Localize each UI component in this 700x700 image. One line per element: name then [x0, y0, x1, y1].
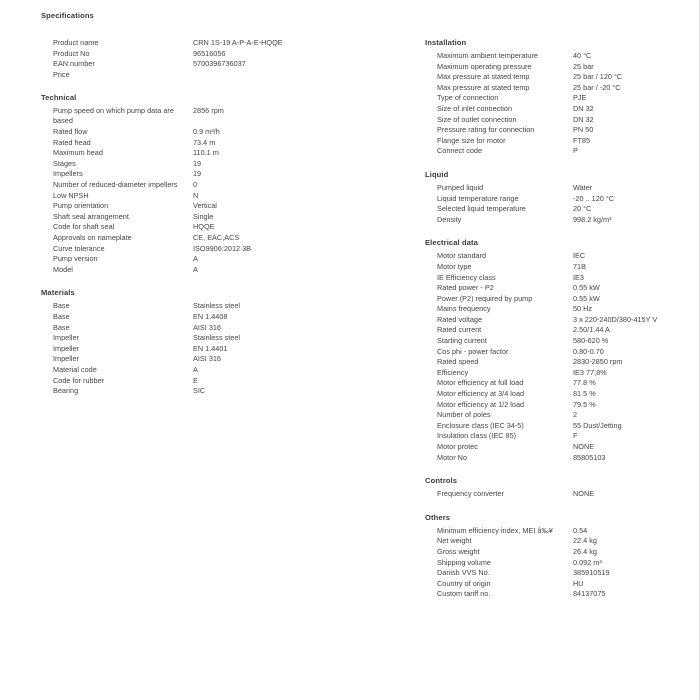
section-spacer	[425, 157, 690, 170]
table-row	[41, 70, 371, 81]
spec-value: N	[193, 190, 199, 200]
spec-value	[193, 70, 371, 81]
spec-value: IEC	[573, 251, 586, 261]
table-row	[425, 83, 690, 94]
spec-key: Enclosure class (IEC 34-5)	[437, 420, 524, 430]
table-row	[41, 312, 371, 323]
table-row	[425, 526, 690, 537]
table-row	[41, 191, 371, 202]
spec-table-others	[425, 526, 690, 600]
spec-value: 73.4 m	[193, 137, 216, 147]
table-row	[425, 262, 690, 273]
section-spacer	[425, 600, 690, 613]
section-title-electrical-data: Electrical data	[425, 238, 478, 248]
spec-key: Shaft seal arrangement	[53, 211, 129, 221]
section-materials	[41, 288, 371, 396]
spec-value: A	[193, 254, 198, 264]
spec-value: Vertical	[193, 201, 217, 211]
spec-key: Density	[437, 214, 462, 224]
table-row	[41, 169, 371, 180]
spec-value: 96516056	[193, 48, 226, 58]
spec-value: Stainless steel	[193, 301, 241, 311]
spec-key: Motor type	[437, 261, 472, 271]
spec-table-materials	[41, 301, 371, 396]
spec-key: Maximum ambient temperature	[437, 51, 538, 60]
spec-key: Maximum head	[53, 148, 103, 158]
spec-key: Approvals on nameplate	[53, 233, 132, 242]
spec-key: Pressure rating for connection	[437, 125, 535, 135]
table-row	[425, 389, 690, 400]
table-row	[425, 283, 690, 294]
table-row	[425, 251, 690, 262]
spec-value: HU	[573, 578, 584, 588]
table-row	[425, 442, 690, 453]
spec-value: 0	[193, 180, 198, 190]
spec-value: 40 °C	[573, 51, 592, 60]
spec-value: 26.4 kg	[573, 546, 597, 556]
spec-table-controls	[425, 489, 690, 500]
table-row	[41, 323, 371, 334]
spec-key: Power (P2) required by pump	[437, 293, 533, 303]
spec-value: 3 x 220-240D/380-415Y V	[573, 314, 658, 324]
spec-key: Pump speed on which pump data are based	[53, 106, 174, 126]
table-row	[425, 104, 690, 115]
spec-value: 385910519	[573, 568, 610, 578]
section-electrical-data	[425, 238, 690, 463]
spec-table-electrical-data	[425, 251, 690, 463]
table-row	[41, 201, 371, 212]
section-title-materials: Materials	[41, 288, 75, 298]
table-row	[41, 222, 371, 233]
spec-key: Flange size for motor	[437, 135, 506, 145]
spec-key: Product name	[53, 38, 99, 47]
section-title-liquid: Liquid	[425, 169, 449, 179]
spec-value: CRN 1S-19 A-P-A-E-HQQE	[193, 38, 283, 47]
spec-value: PN 50	[573, 125, 594, 135]
spec-key: Pumped liquid	[437, 182, 484, 192]
spec-key: Base	[53, 311, 70, 321]
spec-key: Country of origin	[437, 578, 491, 588]
spec-value: 0.80-0.70	[573, 346, 604, 356]
left-column	[41, 38, 371, 410]
spec-value: EN 1.4408	[193, 311, 228, 321]
spec-key: Connect code	[437, 146, 483, 156]
spec-value: A	[193, 264, 198, 274]
table-row	[425, 62, 690, 73]
table-row	[41, 265, 371, 276]
table-row	[425, 294, 690, 305]
table-row	[41, 127, 371, 138]
spec-value: 50 Hz	[573, 304, 593, 314]
spec-key: Curve tolerance	[53, 243, 105, 253]
spec-value: 19	[193, 158, 202, 168]
spec-key: Frequency converter	[437, 489, 504, 499]
spec-key: Code for shaft seal	[53, 222, 115, 232]
section-installation	[425, 38, 690, 157]
table-row	[425, 325, 690, 336]
spec-key: Max pressure at stated temp	[437, 82, 530, 92]
table-row	[425, 204, 690, 215]
spec-key: Product No	[53, 48, 90, 58]
spec-key: Impeller	[53, 343, 79, 353]
spec-value: 2.50/1.44 A	[573, 325, 610, 335]
spec-key: Rated head	[53, 137, 91, 147]
spec-value: 2830-2850 rpm	[573, 357, 623, 367]
table-row	[41, 333, 371, 344]
spec-value: 55 Dust/Jetting	[573, 420, 622, 430]
spec-key: IE Efficiency class	[437, 272, 496, 282]
spec-value: NONE	[573, 442, 595, 451]
table-row	[41, 233, 371, 244]
table-row	[425, 368, 690, 379]
table-row	[41, 159, 371, 170]
spec-value: DN 32	[573, 103, 594, 113]
spec-value: 77.8 %	[573, 378, 596, 388]
section-title-installation: Installation	[425, 38, 467, 47]
spec-key: Code for rubber	[53, 375, 105, 385]
table-row	[41, 59, 371, 70]
table-row	[41, 244, 371, 255]
table-row	[425, 51, 690, 62]
section-title-technical: Technical	[41, 93, 77, 103]
section-spacer	[425, 225, 690, 238]
spec-value: 81.5 %	[573, 389, 596, 399]
spec-value: HQQE	[193, 222, 215, 232]
spec-key: Starting current	[437, 336, 487, 346]
table-row	[41, 365, 371, 376]
table-row	[425, 273, 690, 284]
table-row	[425, 315, 690, 326]
table-row	[425, 400, 690, 411]
table-row	[425, 115, 690, 126]
table-row	[425, 453, 690, 464]
table-row	[425, 93, 690, 104]
table-row	[41, 376, 371, 387]
table-row	[425, 72, 690, 83]
spec-value: AISI 316	[193, 354, 221, 364]
spec-key: Rated speed	[437, 357, 479, 367]
spec-key: Motor No	[437, 452, 468, 462]
spec-value: Single	[193, 211, 214, 221]
spec-value: Stainless steel	[193, 333, 241, 343]
table-row	[425, 579, 690, 590]
spec-key: Mains frequency	[437, 304, 491, 314]
spec-value: AISI 316	[193, 322, 221, 332]
spec-key: Cos phi - power factor	[437, 346, 509, 356]
table-row	[41, 354, 371, 365]
table-row	[41, 254, 371, 265]
section-controls	[425, 476, 690, 500]
spec-value: -20 .. 120 °C	[573, 193, 615, 203]
spec-key: Pump orientation	[53, 201, 109, 211]
spec-value: E	[193, 375, 198, 385]
table-row	[41, 106, 371, 127]
spec-key: Liquid temperature range	[437, 193, 519, 203]
spec-value: F	[573, 431, 578, 441]
spec-table-liquid	[425, 183, 690, 225]
spec-key: Model	[53, 264, 73, 274]
page-title: Specifications	[41, 11, 94, 20]
table-row	[41, 344, 371, 355]
spec-key: Stages	[53, 158, 76, 168]
spec-key: Motor standard	[437, 251, 487, 261]
spec-key: Shipping volume	[437, 557, 491, 567]
spec-value: 25 bar / 120 °C	[573, 72, 623, 82]
section-spacer	[425, 500, 690, 513]
spec-value: IE3 77,8%	[573, 367, 607, 377]
spec-value: 22.4 kg	[573, 536, 597, 546]
spec-value: 110.1 m	[193, 148, 219, 158]
spec-key: Rated power - P2	[437, 283, 494, 293]
table-row	[41, 49, 371, 60]
spec-value: 0.54	[573, 525, 588, 535]
spec-key: Low NPSH	[53, 190, 89, 200]
spec-table-product	[41, 38, 371, 80]
spec-key: Impellers	[53, 169, 83, 179]
spec-key: Gross weight	[437, 546, 480, 556]
spec-value: 0.55 kW	[573, 293, 600, 303]
table-row	[425, 421, 690, 432]
spec-value-link[interactable]: 85805103	[573, 452, 606, 462]
right-column	[425, 38, 690, 613]
spec-value: 2	[573, 410, 578, 420]
spec-value: 84137075	[573, 589, 606, 599]
spec-value: 71B	[573, 261, 586, 271]
spec-key: Price	[53, 69, 70, 79]
spec-key: EAN number	[53, 59, 95, 69]
spec-key: Maximum operating pressure	[437, 61, 532, 71]
spec-key: Motor efficiency at full load	[437, 378, 524, 388]
table-row	[41, 386, 371, 397]
spec-value: NONE	[573, 489, 595, 499]
table-row	[41, 138, 371, 149]
spec-key: Impeller	[53, 354, 79, 364]
spec-key: Minimum efficiency index, MEI â‰¥	[437, 525, 553, 535]
table-row	[41, 38, 371, 49]
table-row	[425, 357, 690, 368]
table-row	[425, 378, 690, 389]
spec-key: Type of connection	[437, 93, 499, 103]
table-row	[425, 410, 690, 421]
spec-value: IE3	[573, 272, 584, 282]
spec-key: Danish VVS No.	[437, 568, 490, 578]
spec-value: 25 bar	[573, 61, 594, 71]
spec-key: Size of outlet connection	[437, 114, 517, 124]
spec-value: PJE	[573, 93, 587, 103]
table-row	[425, 125, 690, 136]
table-row	[425, 431, 690, 442]
spec-key: Selected liquid temperature	[437, 204, 526, 214]
spec-value: FT85	[573, 135, 591, 145]
section-spacer	[425, 463, 690, 476]
spec-value: 0.092 m³	[573, 557, 602, 567]
table-row	[425, 215, 690, 226]
spec-key: Base	[53, 301, 70, 311]
table-row	[425, 136, 690, 147]
spec-value: 5700396736037	[193, 59, 246, 69]
table-row	[425, 336, 690, 347]
spec-value: 580-620 %	[573, 336, 609, 346]
section-spacer	[41, 397, 371, 410]
section-product	[41, 38, 371, 80]
spec-key: Motor efficiency at 3/4 load	[437, 389, 525, 399]
spec-value: 0.55 kW	[573, 283, 600, 293]
spec-key: Base	[53, 322, 70, 332]
table-row	[41, 180, 371, 191]
table-row	[41, 301, 371, 312]
spec-key: Efficiency	[437, 367, 469, 377]
spec-key: Number of reduced-diameter impellers	[53, 180, 178, 190]
table-row	[425, 183, 690, 194]
spec-value: EN 1.4401	[193, 343, 228, 353]
spec-key: Material code	[53, 364, 97, 374]
table-row	[425, 589, 690, 600]
spec-key: Net weight	[437, 536, 472, 546]
spec-key: Insulation class (IEC 85)	[437, 431, 517, 441]
spec-value: 0.9 m³/h	[193, 127, 220, 137]
spec-key: Bearing	[53, 386, 79, 396]
spec-value: 79.5 %	[573, 399, 596, 409]
spec-value: A	[193, 364, 198, 374]
spec-table-technical	[41, 106, 371, 275]
section-spacer	[41, 275, 371, 288]
spec-key: Size of inlet connection	[437, 103, 513, 113]
spec-value: SIC	[193, 386, 206, 396]
spec-value: 20 °C	[573, 204, 592, 214]
table-row	[425, 489, 690, 500]
spec-value: DN 32	[573, 114, 594, 124]
section-technical	[41, 93, 371, 275]
table-row	[425, 536, 690, 547]
spec-value: 2856 rpm	[193, 106, 224, 116]
table-row	[425, 347, 690, 358]
section-title-others: Others	[425, 512, 451, 522]
spec-key: Rated voltage	[437, 314, 483, 324]
spec-value: ISO9906:2012 3B	[193, 243, 252, 253]
table-row	[425, 547, 690, 558]
spec-key: Motor protec	[437, 442, 478, 451]
spec-key: Rated flow	[53, 127, 88, 137]
spec-key: Rated current	[437, 325, 482, 335]
spec-key: Custom tariff no.	[437, 589, 491, 599]
spec-key: Impeller	[53, 333, 79, 343]
spec-table-installation	[425, 51, 690, 157]
table-row	[425, 568, 690, 579]
table-row	[425, 558, 690, 569]
spec-key: Pump version	[53, 254, 98, 264]
spec-key: Max pressure at stated temp	[437, 72, 530, 82]
table-row	[41, 212, 371, 223]
spec-value: 19	[193, 169, 202, 179]
spec-value: 998.2 kg/m³	[573, 214, 612, 224]
table-row	[425, 194, 690, 205]
spec-value: CE, EAC,ACS	[193, 233, 240, 242]
section-liquid	[425, 170, 690, 225]
spec-key: Number of poles	[437, 410, 491, 420]
table-row	[425, 146, 690, 157]
spec-key: Motor efficiency at 1/2 load	[437, 399, 525, 409]
table-row	[425, 304, 690, 315]
spec-value: P	[573, 146, 578, 156]
section-spacer	[41, 80, 371, 93]
section-others	[425, 513, 690, 600]
spec-value: 25 bar / -20 °C	[573, 82, 621, 92]
section-title-controls: Controls	[425, 476, 458, 486]
spec-value: Water	[573, 182, 593, 192]
table-row	[41, 148, 371, 159]
